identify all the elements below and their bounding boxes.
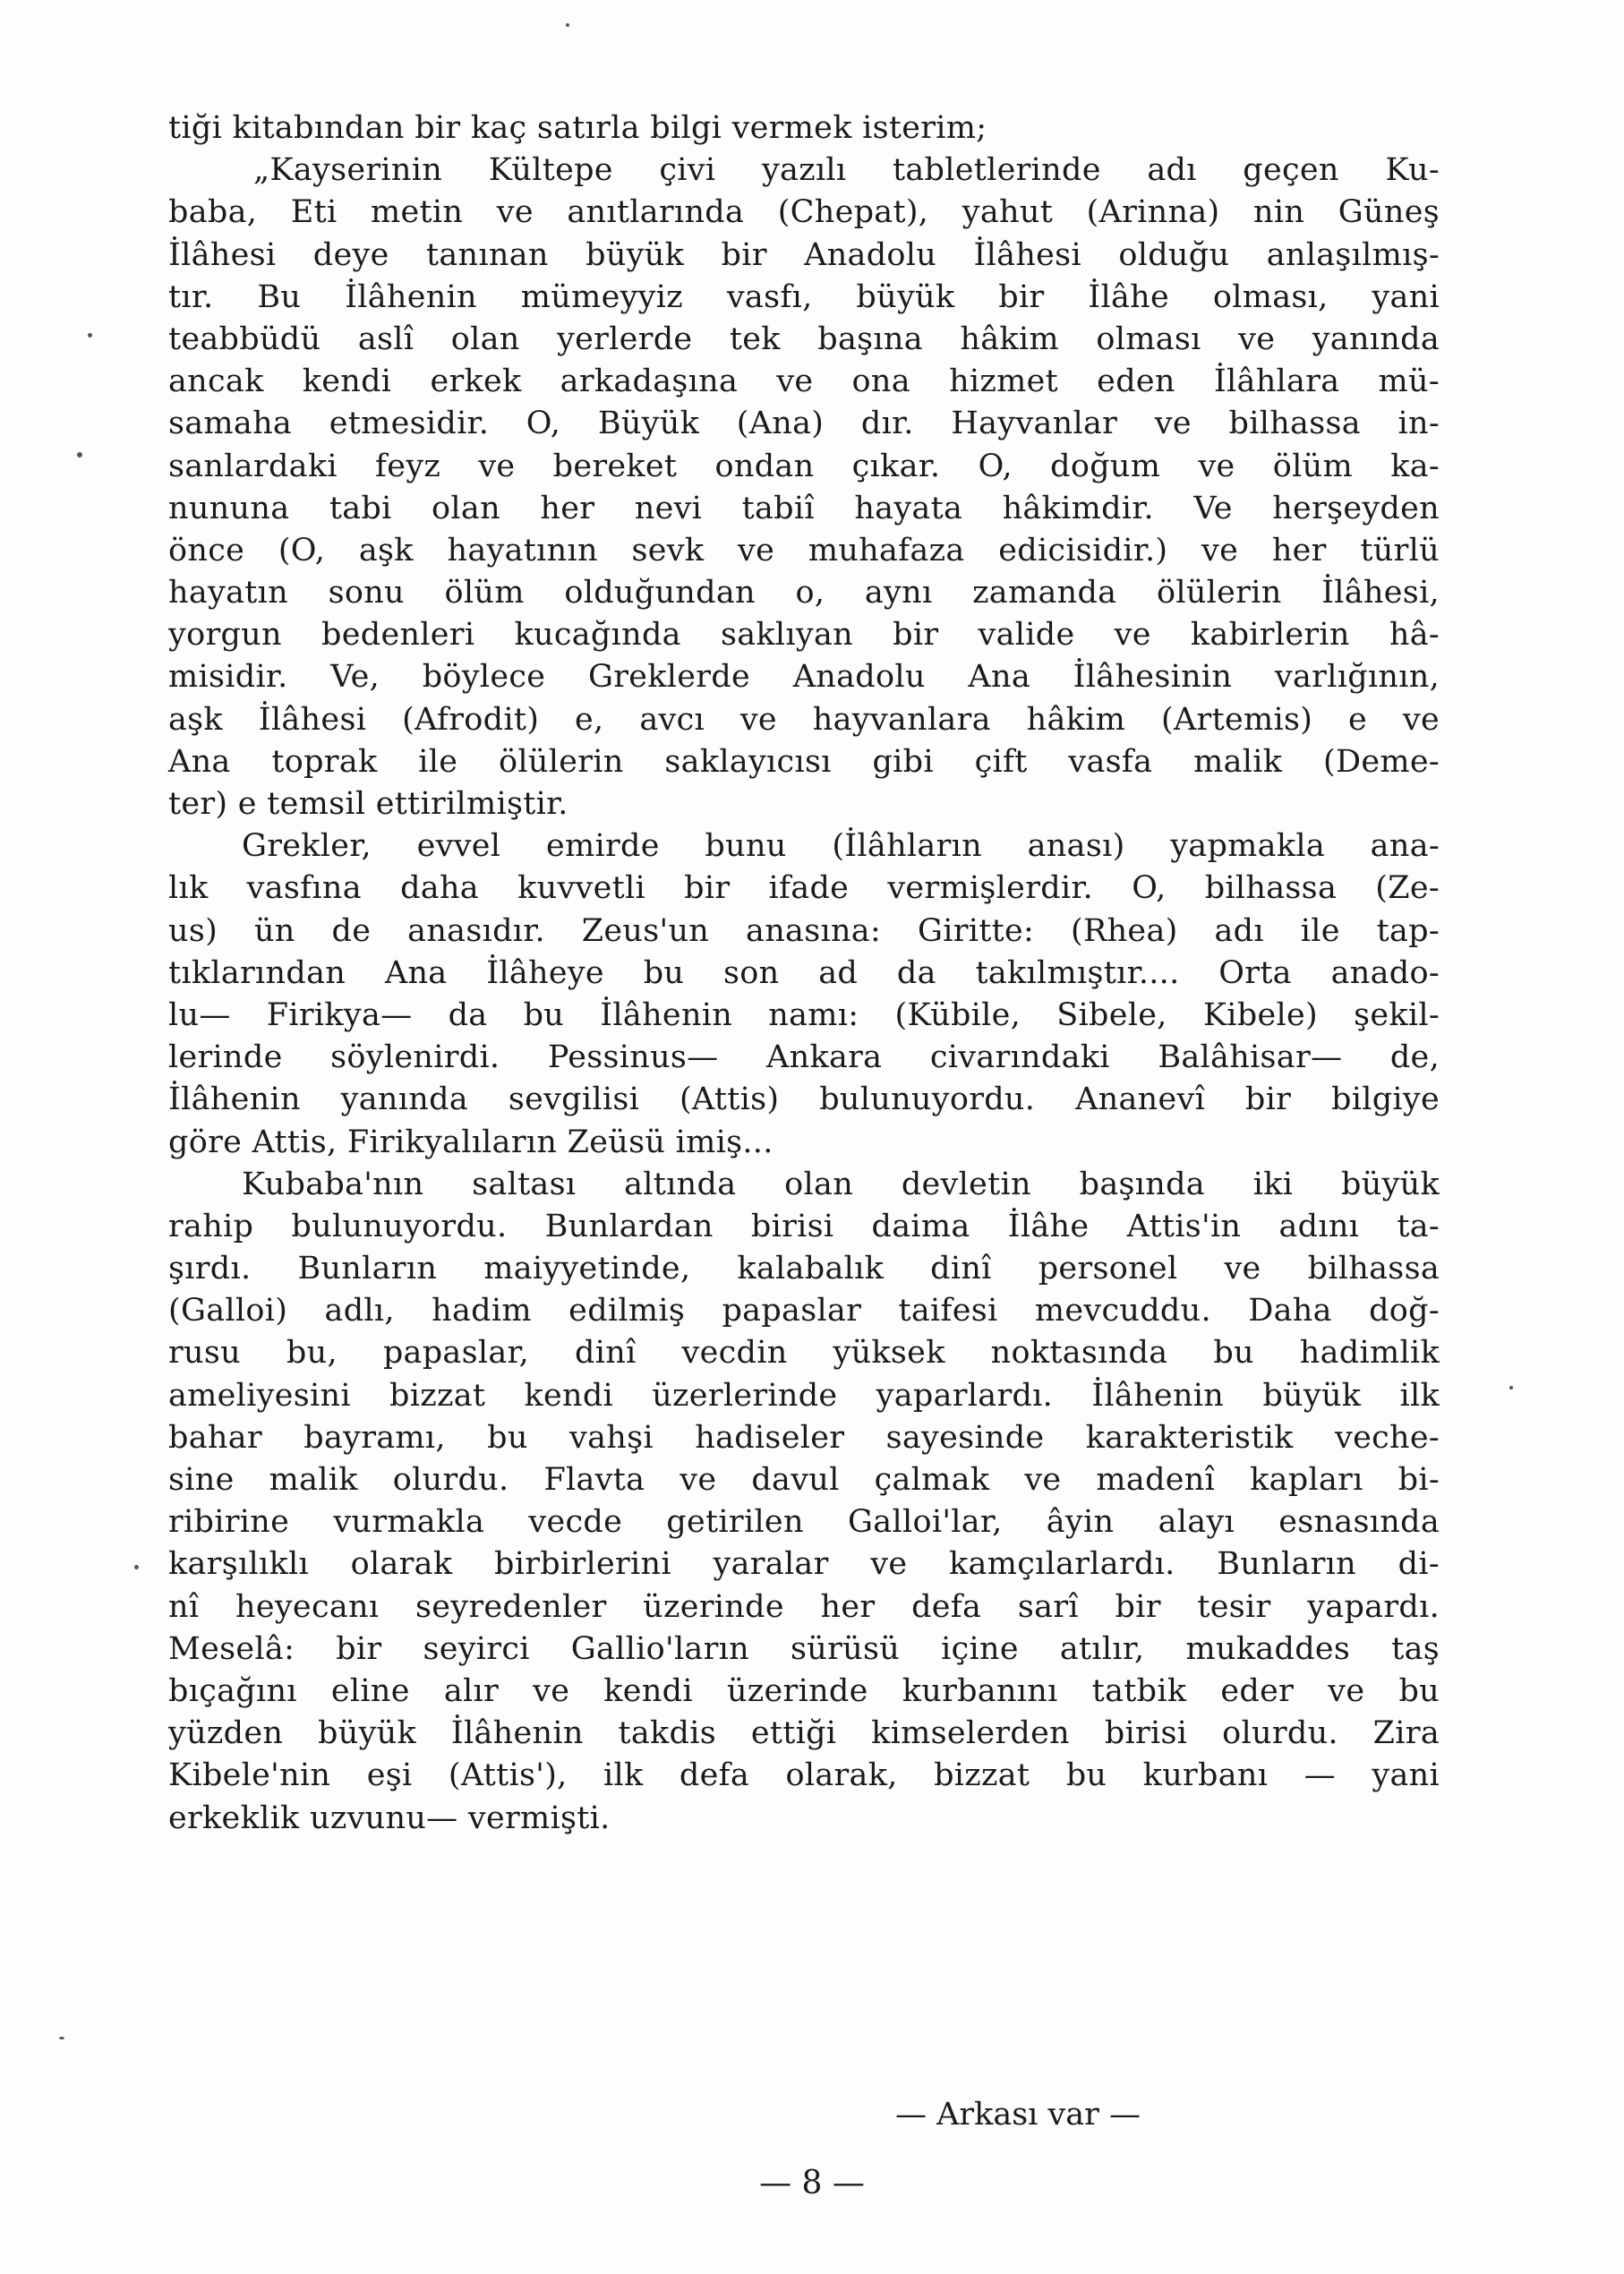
- text-line: Kubaba'nın saltası altında olan devletin başında iki büyük: [242, 1166, 1440, 1202]
- scan-speck: [59, 2037, 64, 2039]
- body-text: [168, 107, 1440, 1840]
- scan-speck: [77, 452, 82, 457]
- text-line: lerinde söylenirdi. Pessinus— Ankara civarındaki Balâhisar— de,: [168, 1039, 1440, 1076]
- text-line: erkeklik uzvunu— vermişti.: [168, 1800, 611, 1836]
- text-line: lık vasfına daha kuvvetli bir ifade vermişlerdir. O, bilhassa (Ze-: [168, 870, 1440, 907]
- scan-speck: [88, 333, 92, 338]
- page-number: — 8 —: [759, 2165, 865, 2201]
- text-line: teabbüdü aslî olan yerlerde tek başına hâkim olması ve yanında: [168, 321, 1440, 357]
- text-line: aşk İlâhesi (Afrodit) e, avcı ve hayvanlara hâkim (Artemis) e ve: [168, 701, 1440, 738]
- text-line: Kibele'nin eşi (Attis'), ilk defa olarak, bizzat bu kurbanı — yani: [168, 1757, 1440, 1794]
- text-line: „Kayserinin Kültepe çivi yazılı tabletlerinde adı geçen Ku-: [253, 152, 1440, 189]
- text-line: karşılıklı olarak birbirlerini yaralar ve kamçılarlardı. Bunların di-: [168, 1546, 1440, 1583]
- text-line: önce (O, aşk hayatının sevk ve muhafaza edicisidir.) ve her türlü: [168, 532, 1440, 568]
- text-line: tiği kitabından bir kaç satırla bilgi vermek isterim;: [168, 110, 987, 146]
- text-line: ameliyesini bizzat kendi üzerlerinde yaparlardı. İlâhenin büyük ilk: [168, 1377, 1440, 1414]
- text-line: nî heyecanı seyredenler üzerinde her defa sarî bir tesir yapardı.: [168, 1588, 1440, 1625]
- text-line: hayatın sonu ölüm olduğundan o, aynı zamanda ölülerin İlâhesi,: [168, 575, 1440, 611]
- text-line: ribirine vurmakla vecde getirilen Galloi'lar, âyin alayı esnasında: [168, 1504, 1440, 1541]
- scan-speck: [566, 23, 569, 27]
- text-line: rusu bu, papaslar, dinî vecdin yüksek noktasında bu hadimlik: [168, 1335, 1440, 1372]
- text-line: bahar bayramı, bu vahşi hadiseler sayesinde karakteristik veche-: [168, 1419, 1440, 1456]
- text-line: İlâhesi deye tanınan büyük bir Anadolu İlâhesi olduğu anlaşılmış-: [168, 236, 1440, 273]
- text-line: samaha etmesidir. O, Büyük (Ana) dır. Hayvanlar ve bilhassa in-: [168, 406, 1440, 442]
- text-line: nununa tabi olan her nevi tabiî hayata hâkimdir. Ve herşeyden: [168, 490, 1440, 526]
- text-line: bıçağını eline alır ve kendi üzerinde kurbanını tatbik eder ve bu: [168, 1672, 1440, 1709]
- text-line: us) ün de anasıdır. Zeus'un anasına: Giritte: (Rhea) adı ile tap-: [168, 912, 1440, 949]
- text-line: lu— Firikya— da bu İlâhenin namı: (Kübile, Sibele, Kibele) şekil-: [168, 996, 1440, 1033]
- text-line: sine malik olurdu. Flavta ve davul çalmak ve madenî kapları bi-: [168, 1462, 1440, 1498]
- text-line: (Galloi) adlı, hadim edilmiş papaslar taifesi mevcuddu. Daha doğ-: [168, 1293, 1440, 1329]
- text-line: Ana toprak ile ölülerin saklayıcısı gibi çift vasfa malik (Deme-: [168, 743, 1440, 780]
- text-line: İlâhenin yanında sevgilisi (Attis) bulunuyordu. Ananevî bir bilgiye: [168, 1081, 1440, 1118]
- text-line: ter) e temsil ettirilmiştir.: [168, 786, 568, 822]
- text-line: ancak kendi erkek arkadaşına ve ona hizmet eden İlâhlara mü-: [168, 363, 1440, 400]
- text-line: yüzden büyük İlâhenin takdis ettiği kimselerden birisi olurdu. Zira: [168, 1715, 1440, 1752]
- scan-speck: [1509, 1386, 1513, 1389]
- text-line: yorgun bedenleri kucağında saklıyan bir valide ve kabirlerin hâ-: [168, 617, 1440, 654]
- text-line: sanlardaki feyz ve bereket ondan çıkar. O, doğum ve ölüm ka-: [168, 448, 1440, 484]
- text-line: şırdı. Bunların maiyyetinde, kalabalık dinî personel ve bilhassa: [168, 1251, 1440, 1287]
- text-line: baba, Eti metin ve anıtlarında (Chepat), yahut (Arinna) nin Güneş: [168, 194, 1440, 231]
- scan-speck: [134, 1565, 139, 1569]
- text-line: tır. Bu İlâhenin mümeyyiz vasfı, büyük bir İlâhe olması, yani: [168, 278, 1440, 315]
- text-line: misidir. Ve, böylece Greklerde Anadolu Ana İlâhesinin varlığının,: [168, 659, 1440, 696]
- text-line: tıklarından Ana İlâheye bu son ad da takılmıştır.... Orta anado-: [168, 954, 1440, 991]
- text-line: rahip bulunuyordu. Bunlardan birisi daima İlâhe Attis'in adını ta-: [168, 1208, 1440, 1244]
- text-line: göre Attis, Firikyalıların Zeüsü imiş...: [168, 1124, 774, 1160]
- text-line: Meselâ: bir seyirci Gallio'ların sürüsü içine atılır, mukaddes taş: [168, 1630, 1440, 1667]
- text-line: Grekler, evvel emirde bunu (İlâhların anası) yapmakla ana-: [242, 828, 1440, 865]
- continued-note: — Arkası var —: [895, 2097, 1141, 2133]
